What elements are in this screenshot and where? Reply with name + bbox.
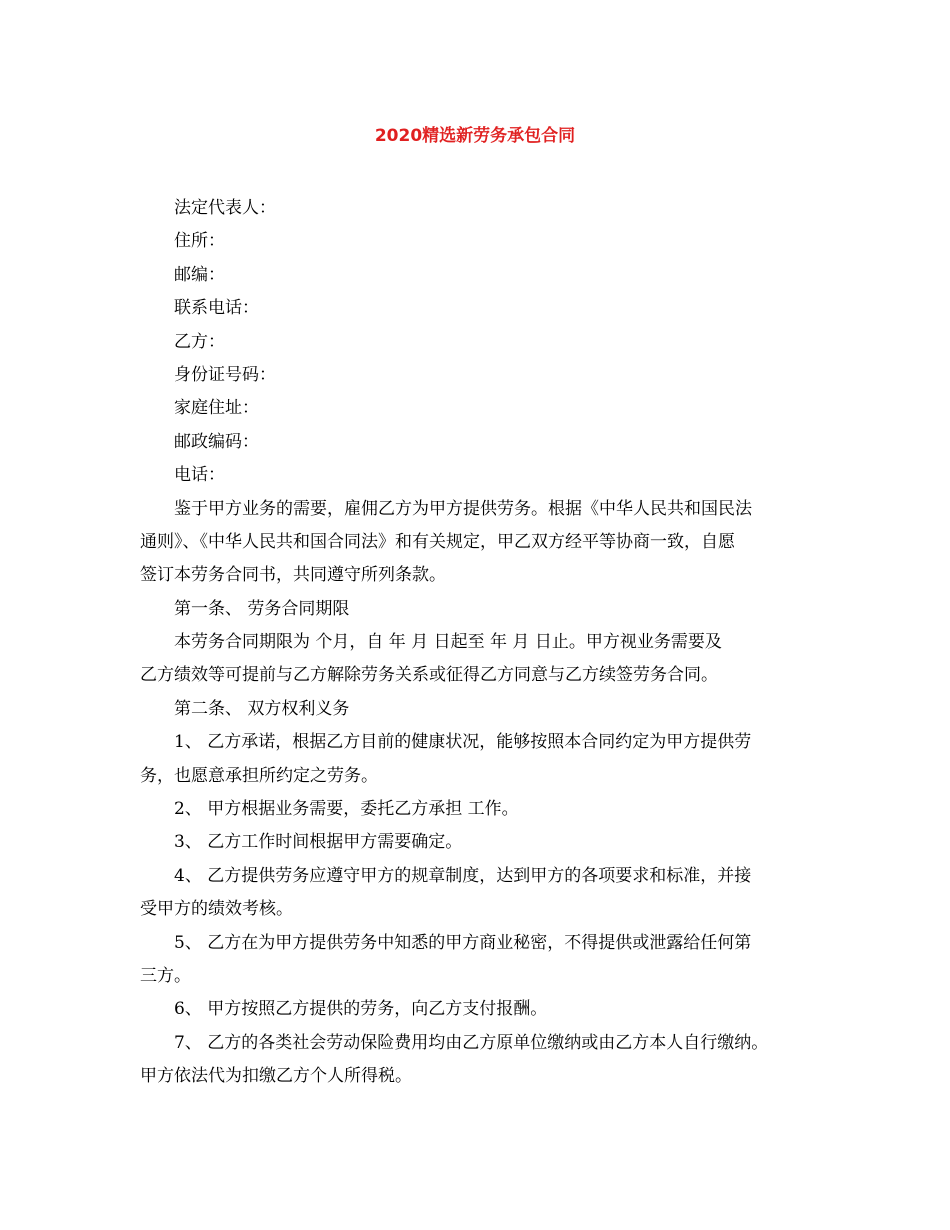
paragraph-line: 联系电话： <box>174 298 259 319</box>
paragraph-line: 1、 乙方承诺，根据乙方目前的健康状况，能够按照本合同约定为甲方提供劳 <box>174 732 752 753</box>
paragraph-line: 邮政编码： <box>174 431 259 452</box>
paragraph-line: 第二条、 双方权利义务 <box>174 698 350 719</box>
paragraph-line: 务，也愿意承担所约定之劳务。 <box>140 765 378 786</box>
paragraph-line: 邮编： <box>174 264 225 285</box>
paragraph-line: 身份证号码： <box>174 364 276 385</box>
paragraph-line: 乙方绩效等可提前与乙方解除劳务关系或征得乙方同意与乙方续签劳务合同。 <box>140 665 718 686</box>
paragraph-line: 受甲方的绩效考核。 <box>140 899 293 920</box>
paragraph-line: 签订本劳务合同书，共同遵守所列条款。 <box>140 565 446 586</box>
paragraph-line: 通则》、《中华人民共和国合同法》和有关规定，甲乙双方经平等协商一致，自愿 <box>140 531 735 552</box>
document-title: 2020精选新劳务承包合同 <box>374 126 576 146</box>
paragraph-line: 法定代表人： <box>174 198 276 218</box>
paragraph-line: 乙方： <box>174 331 225 352</box>
paragraph-line: 三方。 <box>140 965 191 986</box>
paragraph-line: 7、 乙方的各类社会劳动保险费用均由乙方原单位缴纳或由乙方本人自行缴纳。 <box>174 1032 769 1053</box>
paragraph-line: 本劳务合同期限为 个月，自 年 月 日起至 年 月 日止。甲方视业务需要及 <box>174 632 722 653</box>
paragraph-line: 家庭住址： <box>174 398 259 419</box>
paragraph-line: 住所： <box>174 231 225 252</box>
document-body <box>140 192 812 1094</box>
paragraph-line: 鉴于甲方业务的需要，雇佣乙方为甲方提供劳务。根据《中华人民共和国民法 <box>174 498 752 519</box>
paragraph-line: 4、 乙方提供劳务应遵守甲方的规章制度，达到甲方的各项要求和标准，并接 <box>174 865 752 886</box>
paragraph-line: 3、 乙方工作时间根据甲方需要确定。 <box>174 832 463 853</box>
paragraph-line: 2、 甲方根据业务需要，委托乙方承担 工作。 <box>174 799 519 820</box>
paragraph-line: 5、 乙方在为甲方提供劳务中知悉的甲方商业秘密，不得提供或泄露给任何第 <box>174 932 752 953</box>
paragraph-line: 电话： <box>174 465 225 486</box>
paragraph-line: 第一条、 劳务合同期限 <box>174 598 350 619</box>
paragraph-line: 6、 甲方按照乙方提供的劳务，向乙方支付报酬。 <box>174 999 548 1020</box>
paragraph-line: 甲方依法代为扣缴乙方个人所得税。 <box>140 1066 412 1087</box>
